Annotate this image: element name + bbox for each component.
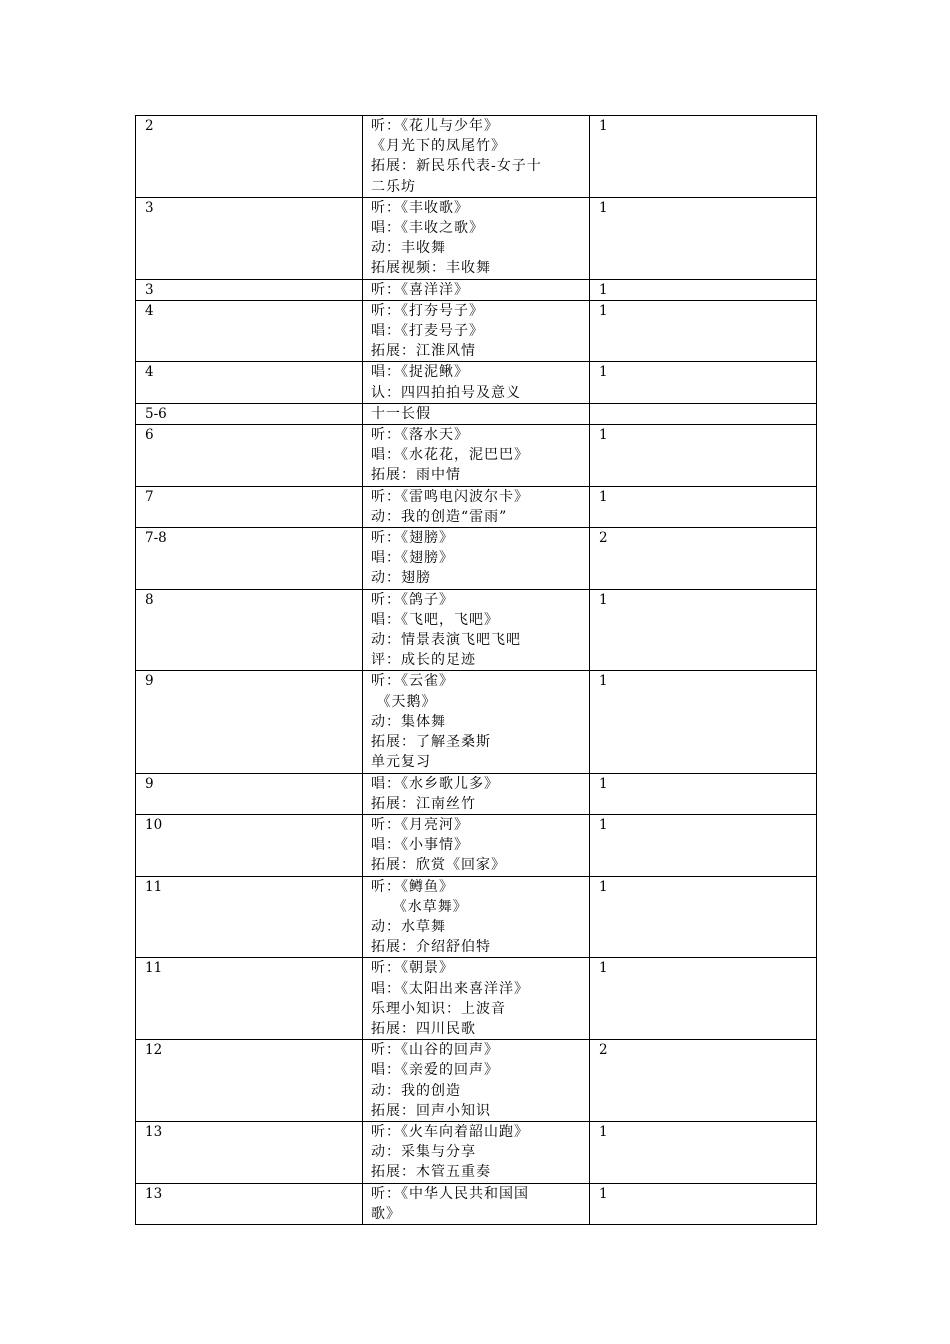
content-line: 拓展：雨中情 (371, 467, 461, 484)
week-cell: 3 (136, 197, 363, 279)
content-line: 拓展：欣赏《回家》 (371, 857, 506, 874)
content-cell (363, 876, 590, 958)
content-line: 唱：《小事情》 (371, 837, 469, 854)
content-cell (363, 958, 590, 1040)
content-line: 拓展：四川民歌 (371, 1020, 476, 1037)
content-line: 动：采集与分享 (371, 1144, 476, 1161)
content-line: 拓展：了解圣桑斯 (371, 734, 491, 751)
content-cell (363, 486, 590, 527)
week-cell: 9 (136, 671, 363, 773)
hours-cell: 1 (590, 1121, 817, 1183)
content-cell (363, 300, 590, 362)
content-line: 认：四四拍拍号及意义 (371, 384, 521, 401)
week-cell: 12 (136, 1040, 363, 1122)
content-line: 唱：《水花花，泥巴巴》 (371, 447, 529, 464)
content-cell (363, 671, 590, 773)
hours-cell: 1 (590, 279, 817, 300)
hours-cell: 1 (590, 814, 817, 876)
week-cell: 8 (136, 589, 363, 671)
table-row (136, 528, 817, 590)
content-line: 拓展：江南丝竹 (371, 795, 476, 812)
content-cell (363, 1183, 590, 1224)
hours-cell: 1 (590, 589, 817, 671)
content-line: 听：《打夯号子》 (371, 302, 484, 319)
content-line: 拓展：新民乐代表-女子十 (371, 158, 542, 175)
hours-cell: 1 (590, 671, 817, 773)
schedule-body (136, 116, 817, 1225)
hours-cell: 1 (590, 116, 817, 198)
content-line: 听：《火车向着韶山跑》 (371, 1123, 529, 1140)
hours-cell: 2 (590, 528, 817, 590)
content-line: 动：我的创造 (371, 1082, 461, 1099)
week-cell: 11 (136, 876, 363, 958)
table-row (136, 1183, 817, 1224)
content-line: 听：《中华人民共和国国 (371, 1185, 529, 1202)
content-cell (363, 528, 590, 590)
table-row (136, 589, 817, 671)
hours-cell: 1 (590, 197, 817, 279)
content-line: 听：《翅膀》 (371, 530, 454, 547)
content-cell (363, 425, 590, 487)
content-line: 拓展：介绍舒伯特 (371, 939, 491, 956)
hours-cell: 1 (590, 300, 817, 362)
content-line: 《水草舞》 (371, 898, 468, 915)
week-cell: 13 (136, 1121, 363, 1183)
content-line: 《天鹅》 (371, 693, 437, 710)
content-line: 唱：《飞吧，飞吧》 (371, 611, 499, 628)
content-cell (363, 1121, 590, 1183)
content-line: 听：《月亮河》 (371, 816, 469, 833)
content-line: 拓展：木管五重奏 (371, 1164, 491, 1181)
table-row (136, 116, 817, 198)
week-cell: 6 (136, 425, 363, 487)
week-cell: 13 (136, 1183, 363, 1224)
content-line: 唱：《亲爱的回声》 (371, 1062, 499, 1079)
content-line: 听：《山谷的回声》 (371, 1042, 499, 1059)
content-cell (363, 1040, 590, 1122)
content-line: 动：水草舞 (371, 918, 446, 935)
hours-cell: 2 (590, 1040, 817, 1122)
content-line: 十一长假 (371, 405, 431, 422)
content-line: 听：《落水天》 (371, 427, 469, 444)
week-cell: 5-6 (136, 403, 363, 424)
content-line: 听：《鳟鱼》 (371, 878, 454, 895)
content-cell (363, 403, 590, 424)
week-cell: 2 (136, 116, 363, 198)
content-line: 听：《朝景》 (371, 960, 454, 977)
hours-cell: 1 (590, 486, 817, 527)
table-row (136, 362, 817, 403)
table-row (136, 958, 817, 1040)
content-line: 拓展：江淮风情 (371, 343, 476, 360)
week-cell: 3 (136, 279, 363, 300)
table-row (136, 279, 817, 300)
content-cell (363, 116, 590, 198)
content-line: 听：《花儿与少年》 (371, 118, 499, 134)
content-line: 听：《丰收歌》 (371, 199, 469, 216)
content-line: 唱：《丰收之歌》 (371, 220, 484, 237)
table-row (136, 197, 817, 279)
content-line: 单元复习 (371, 754, 431, 771)
table-row (136, 814, 817, 876)
content-line: 动：情景表演飞吧飞吧 (371, 632, 521, 649)
content-cell (363, 773, 590, 814)
table-row (136, 425, 817, 487)
content-line: 唱：《太阳出来喜洋洋》 (371, 980, 529, 997)
table-row (136, 773, 817, 814)
content-line: 动：丰收舞 (371, 240, 446, 257)
table-row (136, 403, 817, 424)
content-line: 唱：《捉泥鳅》 (371, 364, 469, 381)
table-row (136, 1121, 817, 1183)
table-row (136, 486, 817, 527)
content-line: 唱：《打麦号子》 (371, 323, 484, 340)
content-line: 听：《雷鸣电闪波尔卡》 (371, 488, 529, 505)
week-cell: 4 (136, 300, 363, 362)
week-cell: 7 (136, 486, 363, 527)
hours-cell: 1 (590, 876, 817, 958)
hours-cell: 1 (590, 958, 817, 1040)
content-line: 《月光下的凤尾竹》 (371, 138, 506, 155)
content-line: 评：成长的足迹 (371, 652, 476, 669)
content-line: 拓展：回声小知识 (371, 1102, 491, 1119)
hours-cell: 1 (590, 773, 817, 814)
hours-cell: 1 (590, 425, 817, 487)
content-line: 动：我的创造“雷雨” (371, 508, 508, 525)
content-line: 动：集体舞 (371, 713, 446, 730)
hours-cell: 1 (590, 1183, 817, 1224)
content-line: 歌》 (371, 1205, 401, 1222)
content-line: 听：《喜洋洋》 (371, 281, 469, 298)
content-line: 动：翅膀 (371, 570, 431, 587)
content-line: 乐理小知识：上波音 (371, 1000, 506, 1017)
table-row (136, 671, 817, 773)
week-cell: 10 (136, 814, 363, 876)
week-cell: 9 (136, 773, 363, 814)
table-row (136, 876, 817, 958)
content-line: 二乐坊 (371, 178, 416, 195)
content-cell (363, 589, 590, 671)
content-cell (363, 197, 590, 279)
content-line: 听：《云雀》 (371, 673, 454, 690)
hours-cell (590, 403, 817, 424)
content-line: 拓展视频：丰收舞 (371, 260, 491, 277)
schedule-table (135, 115, 817, 1225)
week-cell: 11 (136, 958, 363, 1040)
content-cell (363, 814, 590, 876)
content-cell (363, 279, 590, 300)
hours-cell: 1 (590, 362, 817, 403)
content-line: 唱：《翅膀》 (371, 550, 454, 567)
table-row (136, 1040, 817, 1122)
content-cell (363, 362, 590, 403)
content-line: 听：《鸽子》 (371, 591, 454, 608)
week-cell: 4 (136, 362, 363, 403)
week-cell: 7-8 (136, 528, 363, 590)
content-line: 唱：《水乡歌儿多》 (371, 775, 499, 792)
table-row (136, 300, 817, 362)
